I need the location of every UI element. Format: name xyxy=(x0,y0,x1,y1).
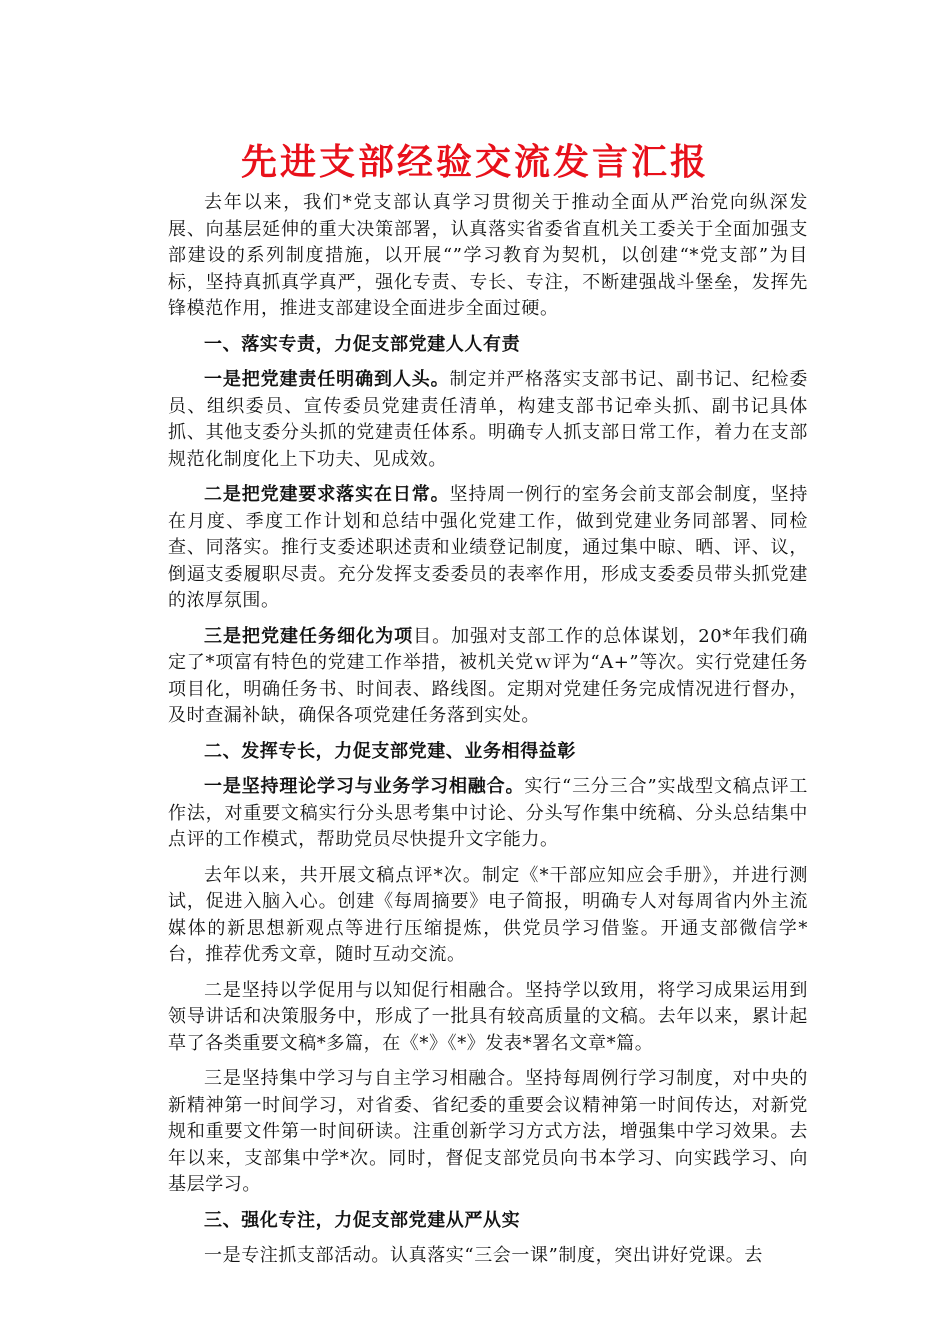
paragraph-2-3: 三是坚持集中学习与自主学习相融合。坚持每周例行学习制度，对中央的新精神第一时间学习，对省委、省纪委的重要会议精神第一时间传达，对新党规和重要文件第一时间研读。注重创新学习方式方法，增强集中学习效果。去年以来，支部集中学*次。同时，督促支部党员向书本学习、向实践学习、向基层学习。 xyxy=(168,1068,808,1195)
paragraph-2-1-cont: 去年以来，共开展文稿点评*次。制定《*干部应知应会手册》，并进行测试，促进入脑入心。创建《每周摘要》电子简报，明确专人对每周省内外主流媒体的新思想新观点等进行压缩提炼，供党员学习借鉴。开通支部微信学*台，推荐优秀文章，随时互动交流。 xyxy=(168,864,808,965)
paragraph-1-2 xyxy=(168,482,808,615)
document-title: 先进支部经验交流发言汇报 xyxy=(240,141,709,183)
paragraph-2-2: 二是坚持以学促用与以知促行相融合。坚持学以致用，将学习成果运用到领导讲话和决策服务中，形成了一批具有较高质量的文稿。去年以来，累计起草了各类重要文稿*多篇，在《*》《*》发表*署名文章*篇。 xyxy=(168,979,808,1054)
section-heading-2: 二、发挥专长，力促支部党建、业务相得益彰 xyxy=(204,740,576,762)
paragraph-2-1 xyxy=(168,774,808,854)
paragraph-text: 目。加强对支部工作的总体谋划，20*年我们确定了*项富有特色的党建工作举措，被机关党ｗ评为“A+”等次。实行党建任务项目化，明确任务书、时间表、路线图。定期对党建任务完成情况进行督办，及时查漏补缺，确保各项党建任务落到实处。 xyxy=(168,625,808,726)
paragraph-lead: 一是把党建责任明确到人头。 xyxy=(204,369,450,390)
paragraph-text: 坚持周一例行的室务会前支部会制度，坚持在月度、季度工作计划和总结中强化党建工作，做到党建业务同部署、同检查、同落实。推行支委述职述责和业绩登记制度，通过集中晾、晒、评、议，倒逼支委履职尽责。充分发挥支委委员的表率作用，形成支委委员带头抓党建的浓厚氛围。 xyxy=(168,484,808,611)
paragraph-text: 实行“三分三合”实战型文稿点评工作法，对重要文稿实行分头思考集中讨论、分头写作集中统稿、分头总结集中点评的工作模式，帮助党员尽快提升文字能力。 xyxy=(168,776,808,850)
paragraph-lead: 二是把党建要求落实在日常。 xyxy=(204,484,450,505)
paragraph-text: 制定并严格落实支部书记、副书记、纪检委员、组织委员、宣传委员党建责任清单，构建支部书记牵头抓、副书记具体抓、其他支委分头抓的党建责任体系。明确专人抓支部日常工作，着力在支部规范化制度化上下功夫、见成效。 xyxy=(168,369,808,470)
paragraph-1-3 xyxy=(168,624,808,730)
paragraph-1-1 xyxy=(168,367,808,473)
document-body xyxy=(168,190,808,1279)
paragraph-intro: 去年以来，我们*党支部认真学习贯彻关于推动全面从严治党向纵深发展、向基层延伸的重大决策部署，认真落实省委省直机关工委关于全面加强支部建设的系列制度措施，以开展“”学习教育为契机，以创建“*党支部”为目标，坚持真抓真学真严，强化专责、专长、专注，不断建强战斗堡垒，发挥先锋模范作用，推进支部建设全面进步全面过硬。 xyxy=(168,192,808,319)
paragraph-3-1: 一是专注抓支部活动。认真落实“三会一课”制度，突出讲好党课。去 xyxy=(204,1245,764,1266)
section-heading-3: 三、强化专注，力促支部党建从严从实 xyxy=(204,1209,521,1231)
paragraph-lead: 一是坚持理论学习与业务学习相融合。 xyxy=(204,776,525,797)
section-heading-1: 一、落实专责，力促支部党建人人有责 xyxy=(204,333,521,355)
paragraph-lead: 三是把党建任务细化为项 xyxy=(204,625,414,647)
